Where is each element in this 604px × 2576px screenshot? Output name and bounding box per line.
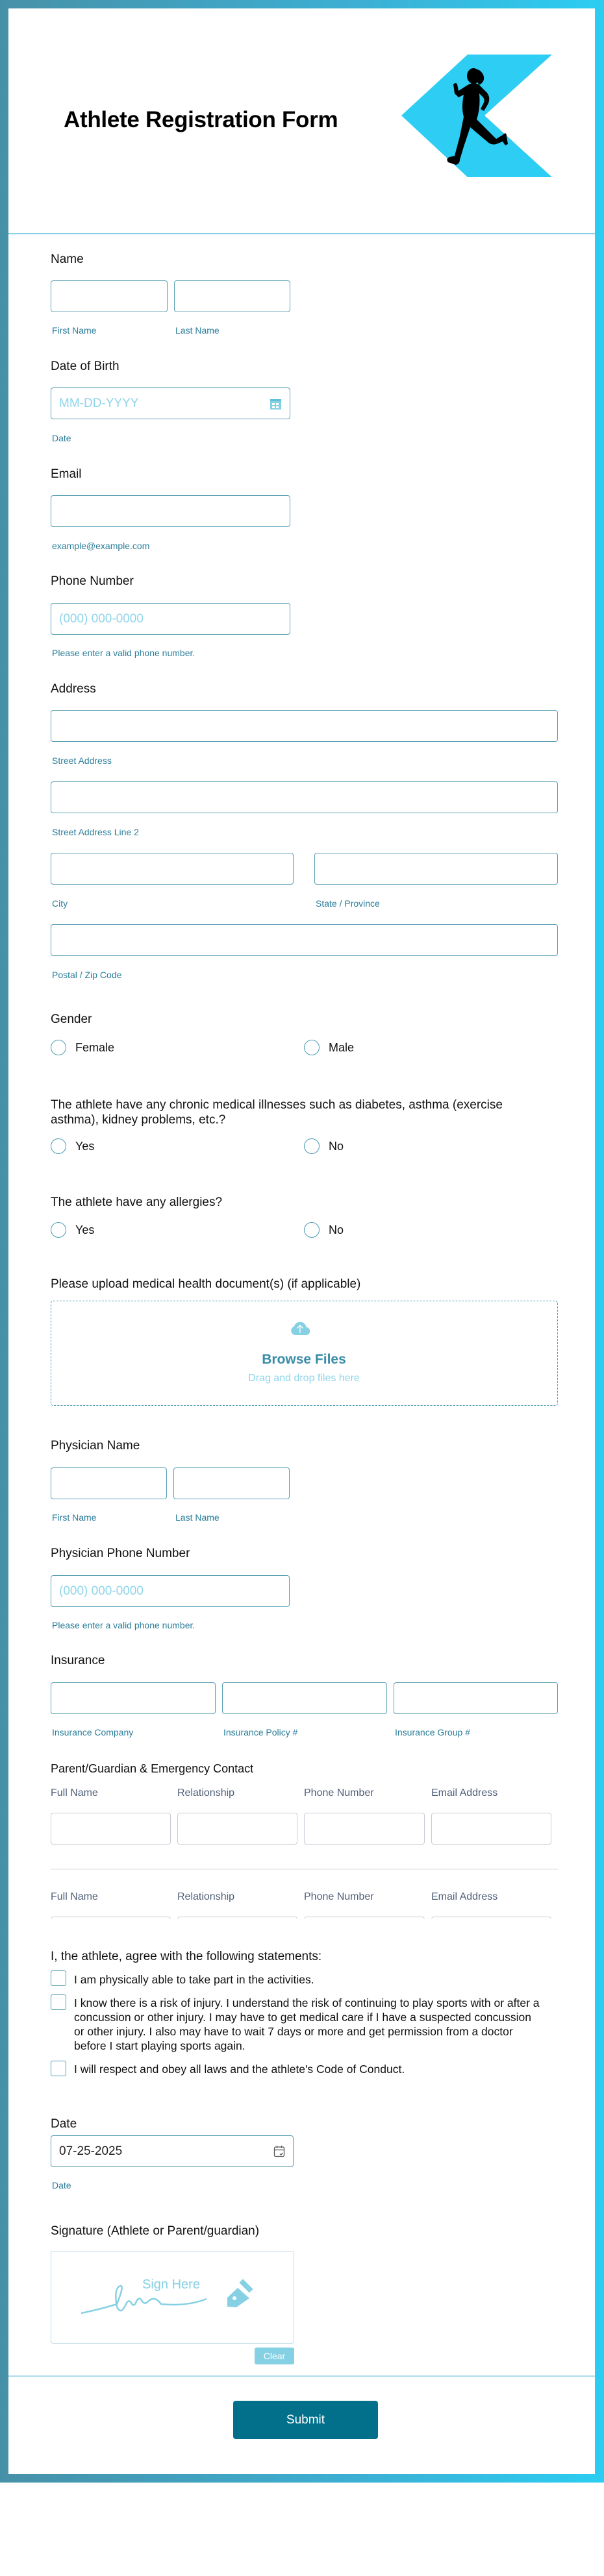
contact-col-relationship: Relationship	[177, 1787, 235, 1798]
insurance-label: Insurance	[51, 1654, 105, 1667]
clear-signature-button[interactable]: Clear	[255, 2348, 294, 2364]
contact-2-email-input[interactable]	[431, 1917, 551, 1919]
calendar-icon[interactable]	[270, 398, 282, 410]
state-sublabel: State / Province	[316, 898, 380, 909]
agreement-checkbox-3[interactable]	[51, 2061, 66, 2076]
agreement-label: I, the athlete, agree with the following statements:	[51, 1950, 322, 1963]
contact-col-full-name: Full Name	[51, 1787, 98, 1798]
agreement-checkbox-1[interactable]	[51, 1970, 66, 1986]
runner-chevron-logo-icon	[400, 54, 559, 180]
contact-col-phone: Phone Number	[304, 1787, 374, 1798]
first-name-sublabel: First Name	[52, 325, 97, 336]
phone-sublabel: Please enter a valid phone number.	[52, 648, 195, 658]
insurance-policy-input[interactable]	[222, 1682, 387, 1714]
insurance-group-sublabel: Insurance Group #	[395, 1727, 470, 1737]
radio-button[interactable]	[304, 1222, 320, 1238]
last-name-input[interactable]	[174, 280, 290, 312]
state-input[interactable]	[314, 853, 558, 885]
agreement-checkbox-2[interactable]	[51, 1994, 66, 2010]
physician-last-name-sublabel: Last Name	[175, 1512, 220, 1523]
physician-phone-label: Physician Phone Number	[51, 1547, 190, 1560]
physician-last-name-input[interactable]	[173, 1467, 290, 1499]
name-label: Name	[51, 252, 84, 266]
phone-label: Phone Number	[51, 574, 134, 588]
radio-button[interactable]	[51, 1040, 66, 1055]
cloud-upload-icon	[290, 1318, 310, 1338]
email-sublabel: example@example.com	[52, 541, 150, 551]
physician-phone-sublabel: Please enter a valid phone number.	[52, 1620, 195, 1630]
street-address-2-sublabel: Street Address Line 2	[52, 827, 139, 837]
phone-input[interactable]	[51, 603, 290, 635]
contact-row-2-clipped	[51, 1917, 558, 1919]
insurance-company-sublabel: Insurance Company	[52, 1727, 134, 1737]
dob-sublabel: Date	[52, 433, 71, 443]
street-address-sublabel: Street Address	[52, 755, 112, 766]
footer-divider	[8, 2375, 595, 2377]
drag-drop-hint: Drag and drop files here	[248, 1373, 360, 1384]
insurance-policy-sublabel: Insurance Policy #	[223, 1727, 298, 1737]
chronic-illness-label: The athlete have any chronic medical illnesses such as diabetes, asthma (exercise asthma), kidney problems, etc.?	[51, 1098, 503, 1127]
contact-row-divider	[51, 1869, 558, 1870]
contact-col-phone: Phone Number	[304, 1891, 374, 1902]
last-name-sublabel: Last Name	[175, 325, 220, 336]
radio-button[interactable]	[304, 1040, 320, 1055]
date-label: Date	[51, 2117, 77, 2131]
agreement-item-2: I know there is a risk of injury. I understand the risk of continuing to play sports with or after a concussion or other injury. I may have to get medical care if I have a suspected concussion or other injury. I also may have to wait 7 days or more and get permission from a doctor before I start playing sports again.	[74, 1996, 540, 2052]
contact-col-full-name: Full Name	[51, 1891, 98, 1902]
gender-label: Gender	[51, 1012, 92, 1026]
street-address-input[interactable]	[51, 710, 558, 742]
physician-phone-input[interactable]	[51, 1575, 290, 1607]
dob-input[interactable]	[51, 387, 290, 419]
email-input[interactable]	[51, 495, 290, 527]
date-value: 07-25-2025	[59, 2144, 123, 2158]
signature-pad[interactable]	[51, 2251, 294, 2344]
insurance-group-input[interactable]	[394, 1682, 558, 1714]
contact-1-email-input[interactable]	[431, 1813, 551, 1845]
zip-input[interactable]	[51, 924, 558, 956]
gender-option-male[interactable]: Male	[304, 1040, 354, 1055]
agreement-item-3: I will respect and obey all laws and the athlete's Code of Conduct.	[74, 2063, 405, 2076]
allergies-option-no[interactable]: No	[304, 1222, 344, 1238]
signature-pen-icon	[80, 2277, 268, 2323]
date-sublabel: Date	[52, 2180, 71, 2190]
allergies-label: The athlete have any allergies?	[51, 1196, 223, 1209]
contact-1-full-name-input[interactable]	[51, 1813, 171, 1845]
phone-placeholder: (000) 000-0000	[59, 612, 144, 626]
emergency-contact-label: Parent/Guardian & Emergency Contact	[51, 1762, 254, 1775]
zip-sublabel: Postal / Zip Code	[52, 970, 122, 980]
browse-files-link[interactable]: Browse Files	[262, 1352, 346, 1367]
physician-first-name-input[interactable]	[51, 1467, 167, 1499]
insurance-company-input[interactable]	[51, 1682, 216, 1714]
gender-option-female[interactable]: Female	[51, 1040, 114, 1055]
form-card	[8, 8, 595, 2474]
contact-col-email: Email Address	[431, 1891, 498, 1902]
chronic-option-yes[interactable]: Yes	[51, 1138, 94, 1154]
page-title: Athlete Registration Form	[64, 107, 338, 132]
physician-name-label: Physician Name	[51, 1439, 140, 1453]
date-input[interactable]	[51, 2135, 294, 2167]
contact-2-phone-input[interactable]	[304, 1917, 425, 1919]
header-divider	[8, 233, 595, 234]
dob-placeholder: MM-DD-YYYY	[59, 397, 139, 410]
radio-button[interactable]	[304, 1138, 320, 1154]
street-address-2-input[interactable]	[51, 781, 558, 813]
sign-here-hint: Sign Here	[142, 2277, 200, 2292]
email-label: Email	[51, 467, 82, 481]
allergies-option-yes[interactable]: Yes	[51, 1222, 94, 1238]
file-upload-dropzone[interactable]	[51, 1301, 558, 1406]
radio-button[interactable]	[51, 1138, 66, 1154]
contact-2-relationship-input[interactable]	[177, 1917, 297, 1919]
contact-col-relationship: Relationship	[177, 1891, 235, 1902]
city-sublabel: City	[52, 898, 68, 909]
contact-col-email: Email Address	[431, 1787, 498, 1798]
city-input[interactable]	[51, 853, 294, 885]
chronic-option-no[interactable]: No	[304, 1138, 344, 1154]
dob-label: Date of Birth	[51, 360, 120, 373]
physician-first-name-sublabel: First Name	[52, 1512, 97, 1523]
upload-label: Please upload medical health document(s) (if applicable)	[51, 1277, 361, 1291]
physician-phone-placeholder: (000) 000-0000	[59, 1584, 144, 1598]
signature-label: Signature (Athlete or Parent/guardian)	[51, 2224, 260, 2238]
address-label: Address	[51, 682, 96, 696]
contact-1-phone-input[interactable]	[304, 1813, 425, 1845]
submit-button[interactable]: Submit	[233, 2401, 378, 2439]
agreement-item-1: I am physically able to take part in the activities.	[74, 1973, 314, 1986]
contact-2-full-name-input[interactable]	[51, 1917, 171, 1919]
calendar-check-icon[interactable]	[273, 2145, 285, 2157]
first-name-input[interactable]	[51, 280, 168, 312]
contact-1-relationship-input[interactable]	[177, 1813, 297, 1845]
radio-button[interactable]	[51, 1222, 66, 1238]
